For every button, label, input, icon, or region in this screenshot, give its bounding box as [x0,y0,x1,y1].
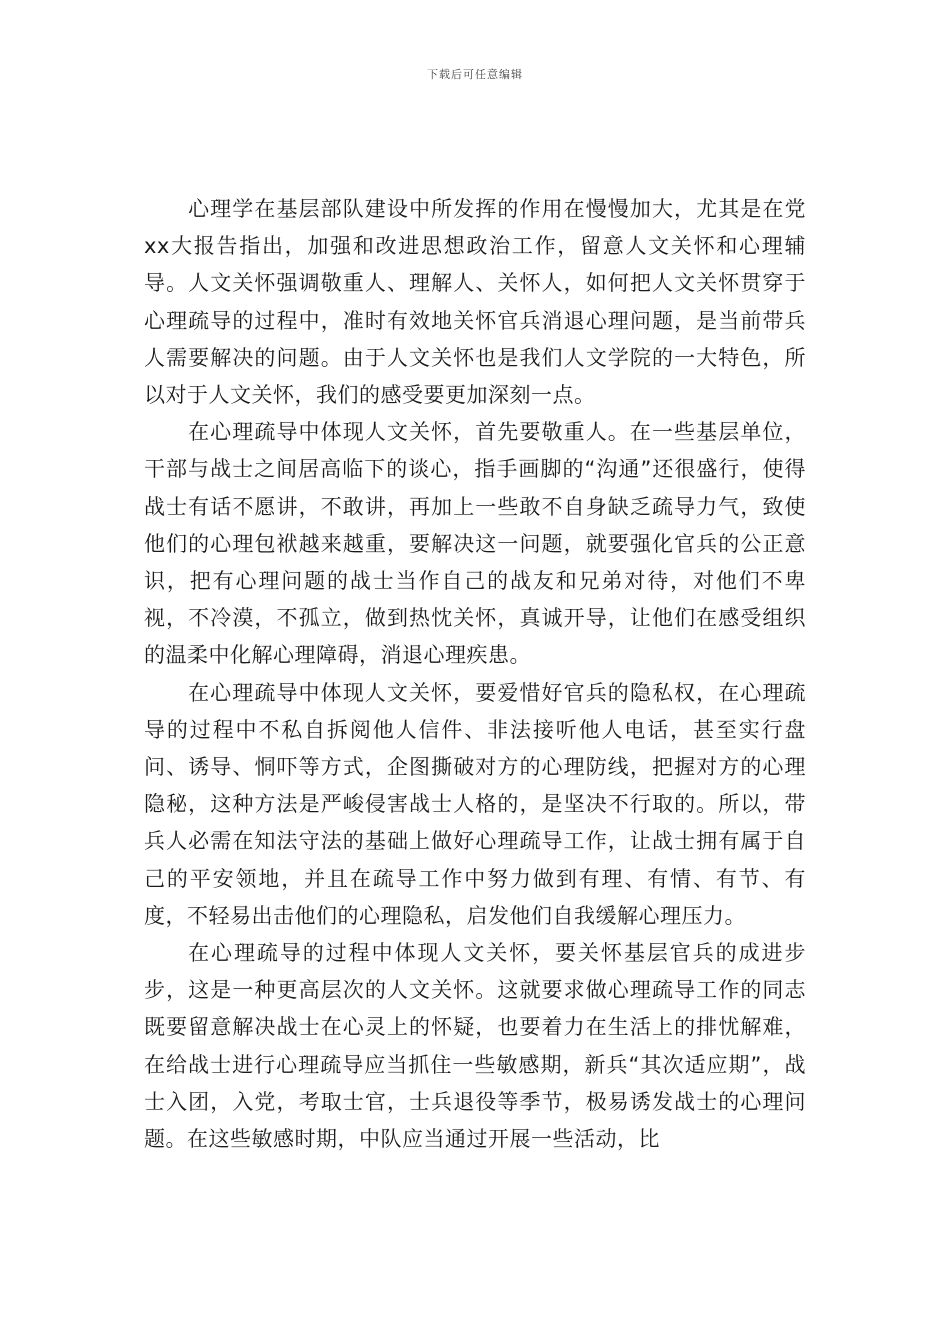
header-note: 下载后可任意编辑 [427,68,523,81]
paragraph-3: 在心理疏导中体现人文关怀，要爱惜好官兵的隐私权，在心理疏导的过程中不私自拆阅他人信件、非法接听他人电话，甚至实行盘问、诱导、恫吓等方式，企图撕破对方的心理防线，把握对方的心理隐秘，这种方法是严峻侵害战士人格的，是坚决不行取的。所以，带兵人必需在知法守法的基础上做好心理疏导工作，让战士拥有属于自己的平安领地，并且在疏导工作中努力做到有理、有情、有节、有度，不轻易出击他们的心理隐私，启发他们自我缓解心理压力。 [144,680,806,928]
paragraph-4: 在心理疏导的过程中体现人文关怀，要关怀基层官兵的成进步步，这是一种更高层次的人文关怀。这就要求做心理疏导工作的同志既要留意解决战士在心灵上的怀疑，也要着力在生活上的排忧解难，在给战士进行心理疏导应当抓住一些敏感期，新兵“其次适应期”，战士入团，入党，考取士官，士兵退役等季节，极易诱发战士的心理问题。在这些敏感时期，中队应当通过开展一些活动，比 [144,941,806,1152]
paragraph-2: 在心理疏导中体现人文关怀，首先要敬重人。在一些基层单位，干部与战士之间居高临下的谈心，指手画脚的“沟通”还很盛行，使得战士有话不愿讲，不敢讲，再加上一些敢不自身缺乏疏导力气，致使他们的心理包袱越来越重，要解决这一问题，就要强化官兵的公正意识，把有心理问题的战士当作自己的战友和兄弟对待，对他们不卑视，不冷漠，不孤立，做到热忱关怀，真诚开导，让他们在感受组织的温柔中化解心理障碍，消退心理疾患。 [144,420,806,668]
paragraph-1: 心理学在基层部队建设中所发挥的作用在慢慢加大，尤其是在党xx大报告指出，加强和改进思想政治工作，留意人文关怀和心理辅导。人文关怀强调敬重人、理解人、关怀人，如何把人文关怀贯穿于心理疏导的过程中，准时有效地关怀官兵消退心理问题，是当前带兵人需要解决的问题。由于人文关怀也是我们人文学院的一大特色，所以对于人文关怀，我们的感受要更加深刻一点。 [144,197,806,408]
document-body [144,191,806,1158]
